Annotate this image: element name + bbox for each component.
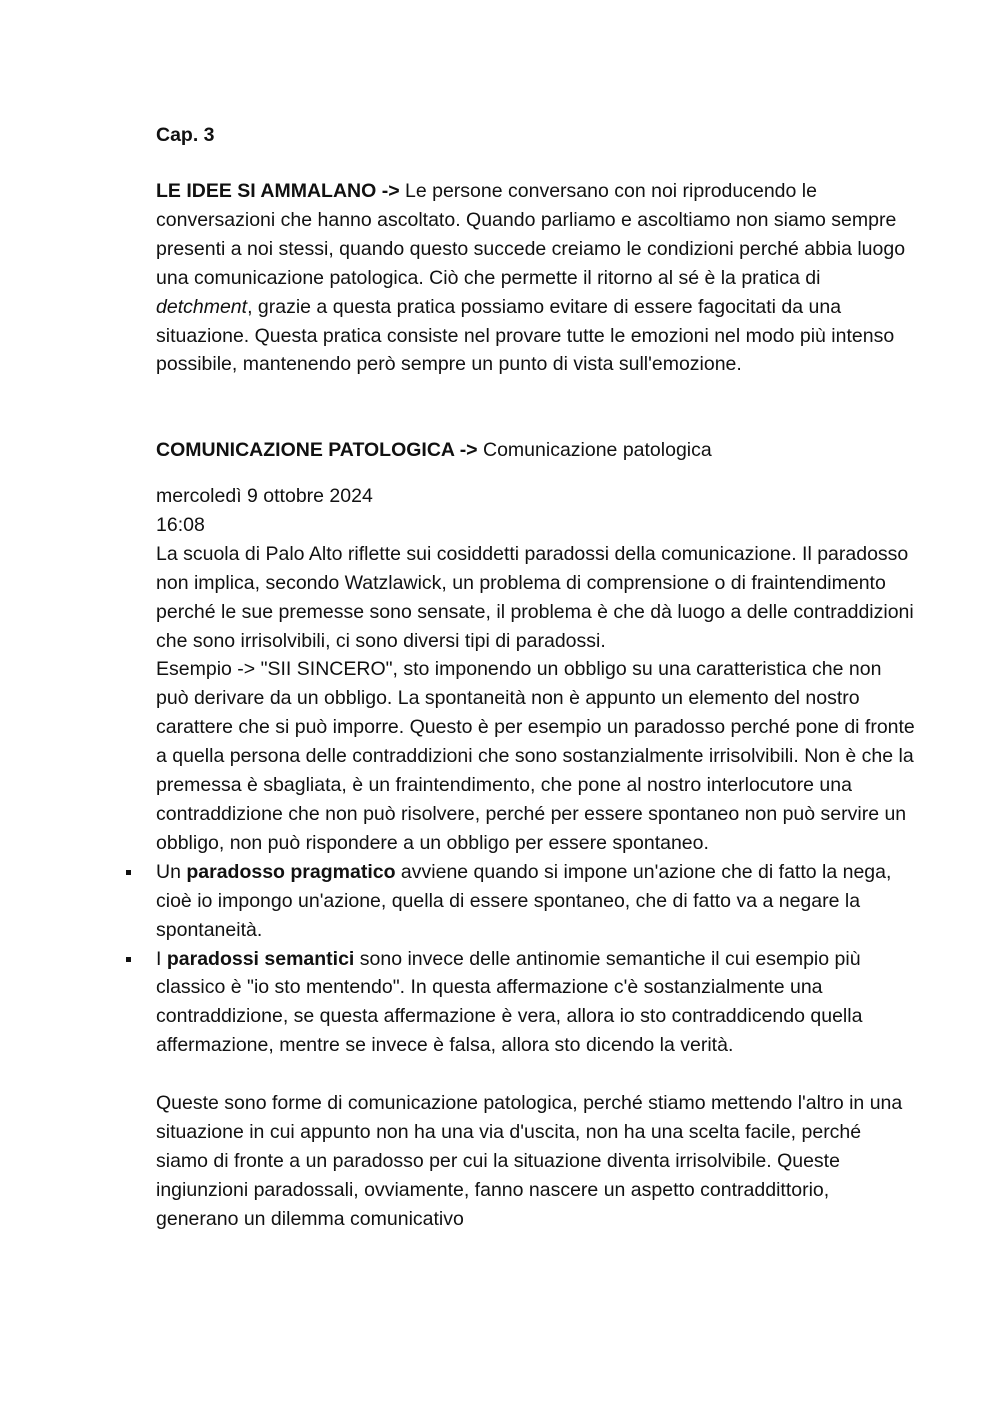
body-paragraph-palo-alto: La scuola di Palo Alto riflette sui cosiddetti paradossi della comunicazione. Il paradosso non implica, secondo Watzlawick, un problema di comprensione o di fraintendimento perché le sue premesse sono sensate, il problema è che dà luogo a delle contraddizioni che sono irrisolvibili, ci sono diversi tipi di paradossi. <box>156 542 914 652</box>
note-content <box>156 482 916 1234</box>
section-comunicazione-heading: COMUNICAZIONE PATOLOGICA -> <box>156 439 478 461</box>
detachment-term: detchment <box>156 295 248 318</box>
conclusion-paragraph: Queste sono forme di comunicazione patologica, perché stiamo mettendo l'altro in una situazione in cui appunto non ha una via d'uscita, non ha una scelta facile, perché siamo di fronte a un paradosso per cui la situazione diventa irrisolvibile. Queste ingiunzioni paradossali, ovviamente, fanno nascere un aspetto contraddittorio, generano un dilemma comunicativo <box>156 1092 903 1230</box>
bullet-term-pragmatico: paradosso pragmatico <box>186 860 396 883</box>
square-bullet-icon <box>126 870 131 875</box>
note-date: mercoledì 9 ottobre 2024 <box>156 485 373 507</box>
body-paragraph-esempio: Esempio -> "SII SINCERO", sto imponendo un obbligo su una caratteristica che non può derivare da un obbligo. La spontaneità non è appunto un elemento del nostro carattere che si può imporre. Questo è per esempio un paradosso perché pone di fronte a quella persona delle contraddizioni che sono sostanzialmente irrisolvibili. Non è che la premessa è sbagliata, è un fraintendimento, che pone al nostro interlocutore una contraddizione che non può risolvere, perché per essere spontaneo non può servire un obbligo, non può rispondere a un obbligo per essere spontaneo. <box>156 658 915 854</box>
list-item-paradossi-semantici <box>156 945 916 1061</box>
bullet-term-semantici: paradossi semantici <box>166 947 355 970</box>
section-idee-text-b: , grazie a questa pratica possiamo evitare di essere fagocitati da una situazione. Questa pratica consiste nel provare tutte le emozioni nel modo più intenso possibile, mantenendo però sempre un punto di vista sull'emozione. <box>156 295 895 376</box>
section-idee-heading: LE IDEE SI AMMALANO -> <box>156 180 400 202</box>
section-idee-text-a: Le persone conversano con noi riproducendo le conversazioni che hanno ascoltato. Quando parliamo e ascoltiamo non siamo sempre presenti a noi stessi, quando questo succede creiamo le condizioni perché abbia luogo una comunicazione patologica. Ciò che permette il ritorno al sé è la pratica di <box>156 180 906 289</box>
bullet-text-before: I <box>156 947 167 970</box>
section-idee-paragraph <box>156 177 916 379</box>
list-item-paradosso-pragmatico <box>156 858 916 945</box>
section-comunicazione-heading-line <box>156 436 916 465</box>
chapter-title: Cap. 3 <box>156 124 215 146</box>
bullet-text-after: avviene quando si impone un'azione che di fatto la nega, cioè io impongo un'azione, quella di essere spontaneo, che di fatto va a negare la spontaneità. <box>156 860 892 941</box>
square-bullet-icon <box>126 957 131 962</box>
comunicazione-patologica-link[interactable]: Comunicazione patologica <box>477 439 712 461</box>
note-time: 16:08 <box>156 513 205 536</box>
bullet-text-before: Un <box>156 860 187 883</box>
bullet-text-after: sono invece delle antinomie semantiche il cui esempio più classico è "io sto mentendo". In questa affermazione c'è sostanzialmente una contraddizione, se questa affermazione è vera, allora io sto contraddicendo quella affermazione, mentre se invece è falsa, allora sto dicendo la verità. <box>156 947 863 1057</box>
blank-line <box>156 1060 916 1089</box>
